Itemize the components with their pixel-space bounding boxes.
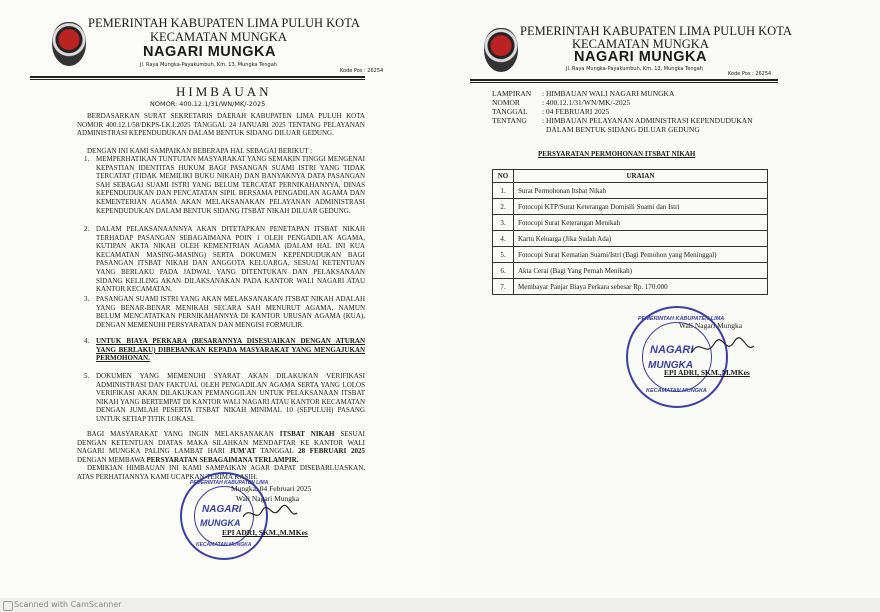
letterhead-address: Jl. Raya Mungka-Payakumbuh, Km. 13, Mungka Tengah	[566, 66, 703, 72]
intro-paragraph: BERDASARKAN SURAT SEKRETARIS DAERAH KABUPATEN LIMA PULUH KOTA NOMOR 400.12.1/58/DKPS-LK.I.2025 TANGGAL 24 JANUARI 2025 TENTANG PELAYANAN ADMINISTRASI KEPENDUDUKAN DALAM BENTUK SIDANG DILUAR GEDUNG.	[77, 112, 365, 138]
col-no-header: NO	[493, 170, 514, 183]
closing-paragraph-1: BAGI MASYARAKAT YANG INGIN MELAKSANAKAN ITSBAT NIKAH SESUAI DENGAN KETENTUAN DIATAS MAKA SILAHKAN MENDAFTAR KE KANTOR WALI NAGARI MUNGKA PALING LAMBAT HARI JUM'AT TANGGAL 28 FEBRUARI 2025 DENGAN MEMBAWA PERSYARATAN SEBAGAIMANA TERLAMPIR.	[77, 430, 365, 464]
scanner-watermark: Scanned with CamScanner	[14, 600, 122, 609]
table-row: 1. Surat Permohonan Itsbat Nikah	[493, 183, 768, 199]
table-row: 6. Akta Cerai (Bagi Yang Pernah Menikah)	[493, 263, 768, 279]
table-row: 7. Membayar Panjar Biaya Perkara sebesar Rp. 170.000	[493, 279, 768, 295]
signer-name: EPI ADRI, SKM.,M.MKes	[664, 368, 750, 377]
regency-crest-icon	[484, 28, 518, 72]
meta-tentang-cont: DALAM BENTUK SIDANG DILUAR GEDUNG	[546, 125, 700, 134]
scanner-watermark-bar	[0, 598, 880, 612]
letterhead-postal: Kode Pos : 26254	[340, 68, 384, 74]
meta-nomor: NOMOR : 400.12.1/31/WN/MK/-2025	[492, 98, 631, 107]
letterhead-line3: NAGARI MUNGKA	[143, 44, 276, 60]
letterhead-postal: Kode Pos : 26254	[728, 71, 772, 77]
letterhead-rule	[30, 76, 365, 80]
letterhead-line1: PEMERINTAH KABUPATEN LIMA PULUH KOTA	[520, 24, 792, 38]
document-title: HIMBAUAN	[176, 84, 272, 99]
meta-tanggal: TANGGAL : 04 FEBRUARI 2025	[492, 107, 610, 116]
letterhead-line2: KECAMATAN MUNGKA	[150, 30, 287, 44]
list-item: 4. UNTUK BIAYA PERKARA (BESARANNYA DISESUAIKAN DENGAN ATURAN YANG BERLAKU) DIBEBANKAN KEPADA MASYARAKAT YANG MENGAJUKAN PERMOHONAN.	[84, 337, 365, 363]
official-stamp: PEMERINTAH KABUPATEN LIMA NAGARI MUNGKA KECAMATAN MUNGKA	[626, 306, 728, 408]
closing-paragraph-2: DEMIKIAN HIMBAUAN INI KAMI SAMPAIKAN AGAR DAPAT DISEBARLUASKAN, ATAS PERHATIANNYA KAMI UCAPKAN TERIMA KASIH.	[77, 464, 365, 481]
list-item: 5. DOKUMEN YANG MEMENUHI SYARAT AKAN DILAKUKAN VERIFIKASI ADMINISTRASI DAN FAKTUAL OLEH PENGADILAN AGAMA SERTA YANG LOLOS VERIFIKASI AKAN DILAKUKAN PEMANGGILAN UNTUK PELAKSANAAN ITSBAT NIKAH YANG BERTEMPAT DI KANTOR WALI NAGARI ATAU KANTOR KECAMATAN DENGAN JUMLAH PESERTA ITSBAT NIKAH MINIMAL 10 (SEPULUH) PASANG UNTUK SETIAP TITIK LOKASI.	[84, 372, 365, 423]
letterhead-line2: KECAMATAN MUNGKA	[572, 37, 709, 51]
table-row: 5. Fotocopi Surat Kematian Suami/Istri (Bagi Pemohon yang Meninggal)	[493, 247, 768, 263]
table-header-row	[493, 170, 768, 183]
signer-name: EPI ADRI, SKM.,M.MKes	[222, 528, 308, 537]
letterhead-address: Jl. Raya Mungka-Payakumbuh, Km. 13, Mungka Tengah	[140, 62, 277, 68]
meta-tentang: TENTANG : HIMBAUAN PELAYANAN ADMINISTRASI KEPENDUDUKAN	[492, 116, 753, 125]
camscanner-icon	[3, 601, 13, 611]
letterhead-line3: NAGARI MUNGKA	[574, 49, 707, 65]
official-stamp: PEMERINTAH KABUPATEN LIMA NAGARI MUNGKA KECAMATAN MUNGKA	[180, 472, 268, 560]
place-date: Mungka, 04 Februari 2025	[231, 484, 312, 493]
lead-paragraph: DENGAN INI KAMI SAMPAIKAN BEBERAPA HAL SEBAGAI BERIKUT :	[87, 147, 313, 155]
right-page	[440, 0, 880, 598]
list-item: 1. MEMPERHATIKAN TUNTUTAN MASYARAKAT YANG SEMAKIN TINGGI MENGENAI KEPASTIAN IDENTITAS HUKUM BAGI PASANGAN SUAMI ISTRI YANG TIDAK TERCATAT (TIDAK MEMILIKI BUKU NIKAH) DAN BANYAKNYA DATA PASANGAN SAH SEBAGAI SUAMI ISTRI YANG BELUM TERCATAT PERNIKAHANNYA, DINAS KEPENDUDUKAN DAN PENCATATAN SIPIL BERSAMA PENGADILAN AGAMA DAN KEMENTERIAN AGAMA AKAN MELAKSANAKAN PELAYANAN ADMINISTRASI KEPENDUDUKAN DALAM BENTUK SIDANG ITSBAT NIKAH DILUAR GEDUNG.	[84, 155, 365, 215]
signature-icon	[688, 334, 758, 362]
letterhead-rule	[470, 79, 778, 83]
signer-position: Wali Nagari Mungka	[679, 321, 743, 330]
table-row: 2. Fotocopi KTP/Surat Keterangan Domisili Suami dan Istri	[493, 199, 768, 215]
table-row: 4. Kartu Keluarga (Jika Sudah Ada)	[493, 231, 768, 247]
regency-crest-icon	[52, 22, 86, 66]
requirements-heading: PERSYARATAN PERMOHONAN ITSBAT NIKAH	[538, 150, 696, 158]
list-item: 3. PASANGAN SUAMI ISTRI YANG AKAN MELAKSANAKAN ITSBAT NIKAH ADALAH YANG BENAR-BENAR MENIKAH SECARA SAH MENURUT AGAMA, NAMUN BELUM MENCATATKAN PERNIKAHANNYA DI KANTOR URUSAN AGAMA (KUA), DENGAN MEMENUHI PERSYARATAN DAN MENGISI FORMULIR.	[84, 295, 365, 329]
meta-lampiran: LAMPIRAN : HIMBAUAN WALI NAGARI MUNGKA	[492, 89, 675, 98]
document-number: NOMOR: 400.12.1/31/WN/MK/-2025	[150, 100, 266, 108]
signer-position: Wali Nagari Mungka	[236, 494, 300, 503]
list-item: 2. DALAM PELAKSANAANNYA AKAN DITETAPKAN PENETAPAN ITSBAT NIKAH TERHADAP PASANGAN SEBAGAIMANA POIN 1 OLEH PENGADILAN AGAMA, KUTIPAN AKTA NIKAH OLEH KEMENTRIAN AGAMA (DALAM HAL INI KUA KECAMATAN MASING-MASING) SERTA DOKUMEN KEPENDUDUKAN BAGI PASANGAN ITSBAT NIKAH DAN ANGGOTA KELUARGA, SESUAI KETENTUAN YANG BERLAKU PADA JADWAL YANG DITENTUKAN DAN PELAKSANAAN SIDANG KELILING AKAN DILAKSANAKAN PADA KANTOR WALI NAGARI ATAU KANTOR KECAMATAN.	[84, 225, 365, 294]
left-page	[0, 0, 440, 598]
table-row: 3. Fotocopi Surat Keterangan Menikah	[493, 215, 768, 231]
signature-icon	[240, 503, 300, 525]
requirements-table	[492, 169, 768, 295]
col-desc-header: URAIAN	[514, 170, 768, 183]
letterhead-line1: PEMERINTAH KABUPATEN LIMA PULUH KOTA	[88, 16, 360, 30]
